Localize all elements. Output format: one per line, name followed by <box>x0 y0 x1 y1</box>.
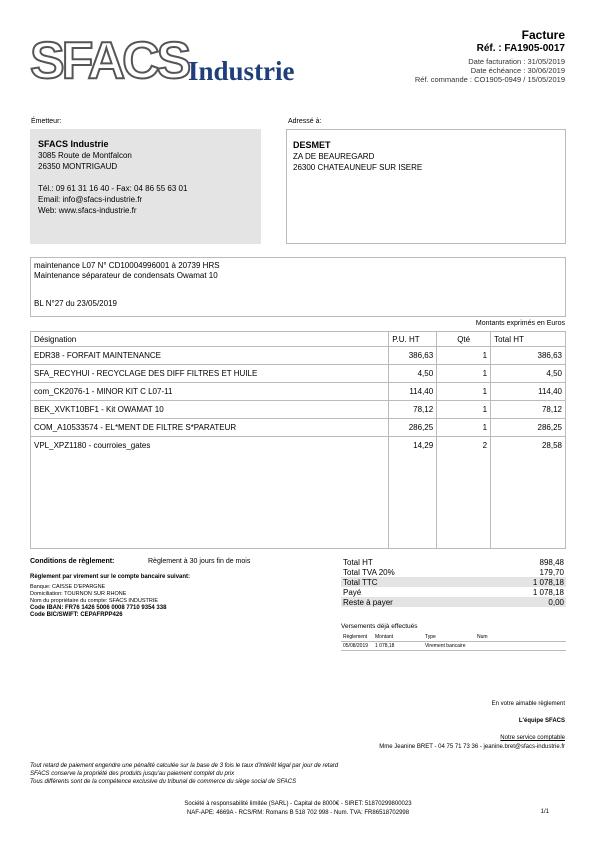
row-designation: EDR38 - FORFAIT MAINTENANCE <box>31 347 389 365</box>
company-logo <box>30 30 320 90</box>
row-pu: 114,40 <box>389 383 437 401</box>
virement-title: Règlement par virement sur le compte bancaire suivant: <box>30 574 191 580</box>
footer-line-1: Société à responsabilité limitée (SARL) - Capital de 8000€ - SIRET: 51870299800023 <box>184 801 412 807</box>
total-value: 0,00 <box>479 597 566 607</box>
row-pu: 386,63 <box>389 347 437 365</box>
payments-title: Versements déjà effectués <box>341 623 418 630</box>
payment-date: 05/08/2019 <box>341 642 373 651</box>
invoice-date: Date facturation : 31/05/2019 <box>468 57 565 66</box>
row-designation: COM_A10533574 - EL*MENT DE FILTRE S*PARATEUR <box>31 419 389 437</box>
row-total: 4,50 <box>491 365 566 383</box>
page-number: 1/1 <box>540 809 549 815</box>
emetteur-phone: Tél.: 09 61 31 16 40 - Fax: 04 86 55 63 01 <box>38 184 188 193</box>
payments-row <box>341 642 566 651</box>
bank-owner: Nom du propriétaire du compte: SFACS INDUSTRIE <box>30 598 159 604</box>
payment-amount: 1 078,18 <box>373 642 423 651</box>
destinataire-address-1: ZA DE BEAUREGARD <box>293 152 375 161</box>
table-row <box>31 365 566 383</box>
row-qte: 1 <box>437 383 491 401</box>
total-value: 1 078,18 <box>532 587 564 597</box>
row-designation: BEK_XVKT10BF1 - Kit OWAMAT 10 <box>31 401 389 419</box>
table-row <box>31 347 566 365</box>
total-row <box>341 587 566 597</box>
signature-team: L'équipe SFACS <box>518 718 565 724</box>
emetteur-label: Émetteur: <box>31 118 62 125</box>
col-pu: P.U. HT <box>389 332 437 347</box>
payment-num <box>475 642 566 651</box>
row-pu: 4,50 <box>389 365 437 383</box>
total-label: Total TVA 20% <box>343 567 395 577</box>
payments-col-montant: Montant <box>373 633 423 642</box>
payments-table <box>341 633 566 651</box>
row-pu: 14,29 <box>389 437 437 469</box>
invoice-ref: Réf. : FA1905-0017 <box>476 43 565 54</box>
destinataire-address-2: 26300 CHATEAUNEUF SUR ISERE <box>293 163 423 172</box>
company-logo-graphic <box>30 30 320 90</box>
total-label: Total HT <box>343 557 373 567</box>
emetteur-web[interactable]: Web: www.sfacs-industrie.fr <box>38 206 137 215</box>
legal-line-3: Tous différents sont de la compétence exclusive du tribunal de commerce du siège social de SFACS <box>30 779 297 785</box>
row-qte: 1 <box>437 419 491 437</box>
table-filler-row <box>31 469 566 549</box>
row-pu: 78,12 <box>389 401 437 419</box>
payments-col-type: Type <box>423 633 475 642</box>
total-row <box>341 597 566 607</box>
row-total: 386,63 <box>491 347 566 365</box>
total-value: 1 078,18 <box>479 577 566 587</box>
description-box <box>30 257 566 317</box>
payments-section <box>341 623 566 651</box>
payment-conditions <box>30 558 320 619</box>
bank-iban: Code IBAN: FR76 1426 5006 0008 7710 9354 338 <box>30 605 167 611</box>
total-row <box>341 567 566 577</box>
accounting-service: Notre service comptable <box>500 735 565 741</box>
footer-line-2: NAF-APE: 4669A - RCS/RM: Romans B 518 702 998 - Num. TVA: FR86518702998 <box>186 810 410 816</box>
table-row <box>31 401 566 419</box>
description-line-1: maintenance L07 N° CD10004996001 à 20739 HRS <box>34 261 220 270</box>
col-designation: Désignation <box>31 332 389 347</box>
legal-notes <box>30 762 338 786</box>
destinataire-box <box>286 129 566 244</box>
emetteur-name: SFACS Industrie <box>38 139 109 149</box>
conditions-value: Règlement à 30 jours fin de mois <box>148 558 251 565</box>
col-qte: Qté <box>437 332 491 347</box>
total-value: 179,70 <box>539 567 564 577</box>
description-line-2: Maintenance séparateur de condensats Owamat 10 <box>34 271 218 280</box>
emetteur-address-2: 26350 MONTRIGAUD <box>38 162 118 171</box>
accounting-contact: Mme Jeanine BRET - 04 75 71 73 36 - jeanine.bret@sfacs-industrie.fr <box>379 744 565 750</box>
invoice-header <box>415 28 565 84</box>
payment-type: Virement bancaire <box>423 642 475 651</box>
footer <box>30 800 566 818</box>
row-pu: 286,25 <box>389 419 437 437</box>
invoice-lines-table <box>30 331 566 549</box>
emetteur-address-1: 3085 Route de Montfalcon <box>38 151 132 160</box>
currency-note: Montants exprimés en Euros <box>475 320 565 327</box>
col-total: Total HT <box>491 332 566 347</box>
logo-sfacs-text: SFACS <box>30 32 189 90</box>
row-qte: 2 <box>437 437 491 469</box>
total-label: Reste à payer <box>341 597 479 607</box>
row-qte: 1 <box>437 401 491 419</box>
total-value: 898,48 <box>539 557 564 567</box>
bank-bic: Code BIC/SWIFT: CEPAFRPP426 <box>30 612 123 618</box>
row-total: 28,58 <box>491 437 566 469</box>
total-label: Total TTC <box>341 577 479 587</box>
destinataire-label: Adressé à: <box>288 118 322 125</box>
conditions-label: Conditions de règlement: <box>30 558 115 565</box>
bank-name: Banque: CAISSE D'EPARGNE <box>30 584 106 590</box>
row-total: 286,25 <box>491 419 566 437</box>
payments-col-num: Num <box>475 633 566 642</box>
payments-col-reglement: Règlement <box>341 633 373 642</box>
legal-line-2: SFACS conserve la propriété des produits jusqu'au paiement complet du prix <box>30 771 235 777</box>
table-header-row <box>31 332 566 347</box>
total-row <box>341 577 566 587</box>
invoice-order-ref: Réf. commande : CO1905-0949 / 15/05/2019 <box>414 75 565 84</box>
logo-industrie-text: Industrie <box>188 56 295 86</box>
row-qte: 1 <box>437 365 491 383</box>
table-row <box>31 383 566 401</box>
description-bl: BL N°27 du 23/05/2019 <box>34 299 117 308</box>
destinataire-name: DESMET <box>293 140 331 150</box>
table-row <box>31 419 566 437</box>
salutation: En votre aimable règlement <box>491 701 565 707</box>
row-qte: 1 <box>437 347 491 365</box>
total-row <box>341 557 566 567</box>
totals-table <box>341 557 566 607</box>
legal-line-1: Tout retard de paiement engendre une pénalité calculée sur la base de 3 fois le taux d'intérêt légal par jour de retard <box>30 763 339 769</box>
bank-domiciliation: Domiciliation: TOURNON SUR RHONE <box>30 591 127 597</box>
row-total: 78,12 <box>491 401 566 419</box>
total-label: Payé <box>343 587 362 597</box>
row-designation: VPL_XPZ1180 - courroies_gates <box>31 437 389 469</box>
table-row <box>31 437 566 469</box>
row-designation: com_CK2076-1 - MINOR KIT C L07-11 <box>31 383 389 401</box>
emetteur-email[interactable]: Email: info@sfacs-industrie.fr <box>38 195 143 204</box>
invoice-title: Facture <box>521 28 565 42</box>
emetteur-box <box>30 129 261 244</box>
invoice-due-date: Date échéance : 30/06/2019 <box>470 66 565 75</box>
row-total: 114,40 <box>491 383 566 401</box>
payments-header-row <box>341 633 566 642</box>
row-designation: SFA_RECYHUI - RECYCLAGE DES DIFF FILTRES ET HUILE <box>31 365 389 383</box>
